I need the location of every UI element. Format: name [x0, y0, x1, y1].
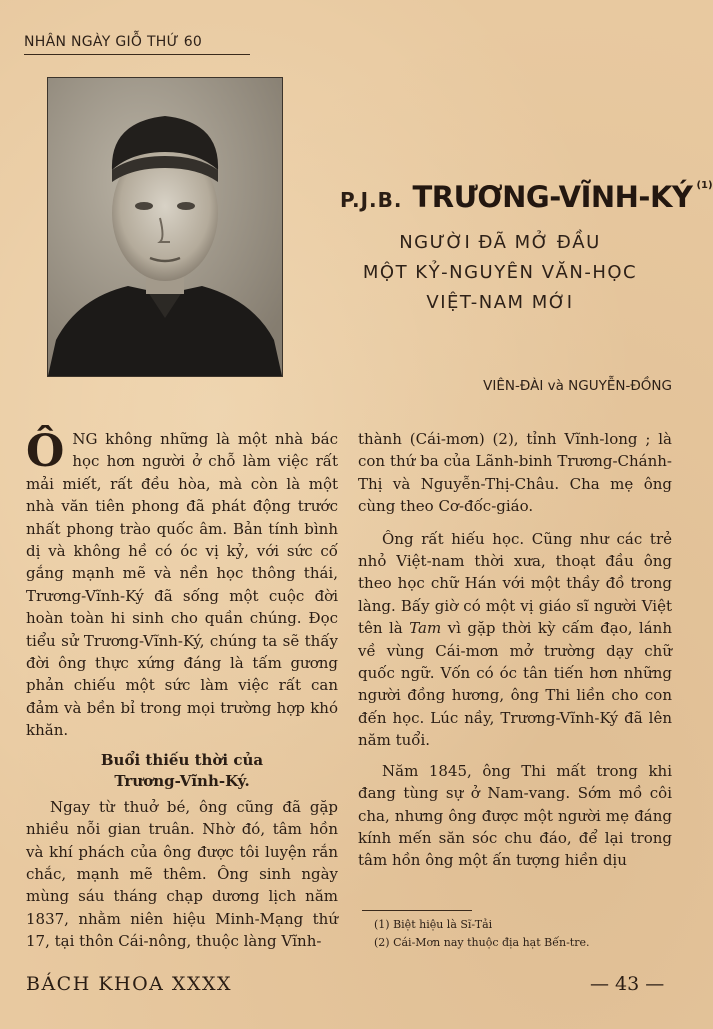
- portrait-photo: [47, 77, 283, 377]
- education-text-b: vì gặp thời kỳ cấm đạo, lánh về vùng Cái-mơn mở trường dạy chữ quốc ngữ. Vốn có óc tân tiến hơn những người đồng hương, ông Thi liền cho con đến học. Lúc nầy, Trương-Vĩnh-Ký đã lên năm tuổi.: [358, 619, 672, 750]
- education-paragraph: [358, 528, 672, 752]
- teacher-name: Tam: [409, 619, 442, 638]
- subtitle-line-2: MỘT KỶ-NGUYÊN VĂN-HỌC: [362, 262, 638, 283]
- subtitle-line-1: NGƯỜI ĐÃ MỞ ĐẦU: [399, 232, 601, 253]
- section-heading: [26, 750, 338, 792]
- title-name: TRƯƠNG-VĨNH-KÝ: [412, 180, 693, 214]
- footnote-1: (1) Biệt hiệu là Sĩ-Tải: [374, 918, 493, 931]
- drop-cap: Ô: [26, 426, 65, 477]
- section-heading-line-2: Trương-Vĩnh-Ký.: [114, 771, 250, 790]
- orphan-paragraph: Năm 1845, ông Thi mất trong khi đang tùng sự ở Nam-vang. Sớm mồ côi cha, nhưng ông được một người mẹ đáng kính mến săn sóc chu đáo, để lại trong tâm hồn ông một ấn tượng hiền dịu: [358, 761, 672, 870]
- intro-text: NG không những là một nhà bác học hơn người ở chỗ làm việc rất mải miết, rất đều hòa, mà còn là một nhà văn tiên phong đã phát động trước nhất phong trào quốc âm. Bản tính bình dị và không hề có óc vị kỷ, với sức cố gắng mạnh mẽ và nền học thông thái, Trương-Vĩnh-Ký đã sống một cuộc đời hoàn toàn hi sinh cho quần chúng. Đọc tiểu sử Trương-Vĩnh-Ký, chúng ta sẽ thấy đời ông thực xứng đáng là tấm gương phản chiếu một sức làm việc rất can đảm và bền bỉ trong mọi trường hợp khó khăn.: [26, 430, 338, 740]
- childhood-paragraph: Ngay từ thuở bé, ông cũng đã gặp nhiều nỗi gian truân. Nhờ đó, tâm hồn và khí phách của ông được tôi luyện rắn chắc, mạnh mẽ thêm. Ông sinh ngày mùng sáu tháng chạp dương lịch năm 1837, nhằm niên hiệu Minh-Mạng thứ 17, tại thôn Cái-nông, thuộc làng Vĩnh-: [26, 797, 338, 951]
- footnote-2: (2) Cái-Mơn nay thuộc địa hạt Bến-tre.: [374, 936, 590, 949]
- birthplace-paragraph: thành (Cái-mơn) (2), tỉnh Vĩnh-long ; là con thứ ba của Lãnh-binh Trương-Chánh-Thị và Nguyễn-Thị-Châu. Cha mẹ ông cùng theo Cơ-đốc-giáo.: [358, 430, 672, 516]
- article-authors: VIÊN-ĐÀI và NGUYỄN-ĐỒNG: [483, 378, 672, 394]
- footnote-divider: [362, 910, 472, 911]
- portrait-illustration: [48, 78, 282, 376]
- running-header: NHÂN NGÀY GIỖ THỨ 60: [24, 34, 250, 55]
- magazine-name: BÁCH KHOA XXXX: [26, 973, 233, 995]
- article-title: [340, 180, 713, 214]
- column-right: [358, 428, 672, 872]
- column-left: [26, 428, 338, 953]
- section-heading-line-1: Buổi thiếu thời của: [100, 750, 264, 769]
- education-text-a: Ông rất hiếu học. Cũng như các trẻ nhỏ Việt-nam thời xưa, thoạt đầu ông theo học chữ Hán với một thầy đồ trong làng. Bấy giờ có một vị giáo sĩ người Việt tên là: [358, 529, 672, 638]
- page-number: — 43 —: [590, 973, 665, 995]
- title-footnote-mark: (1): [696, 180, 713, 191]
- title-prefix: P.J.B.: [340, 188, 403, 212]
- subtitle-line-3: VIỆT-NAM MỚI: [426, 292, 574, 313]
- intro-paragraph: [26, 428, 338, 742]
